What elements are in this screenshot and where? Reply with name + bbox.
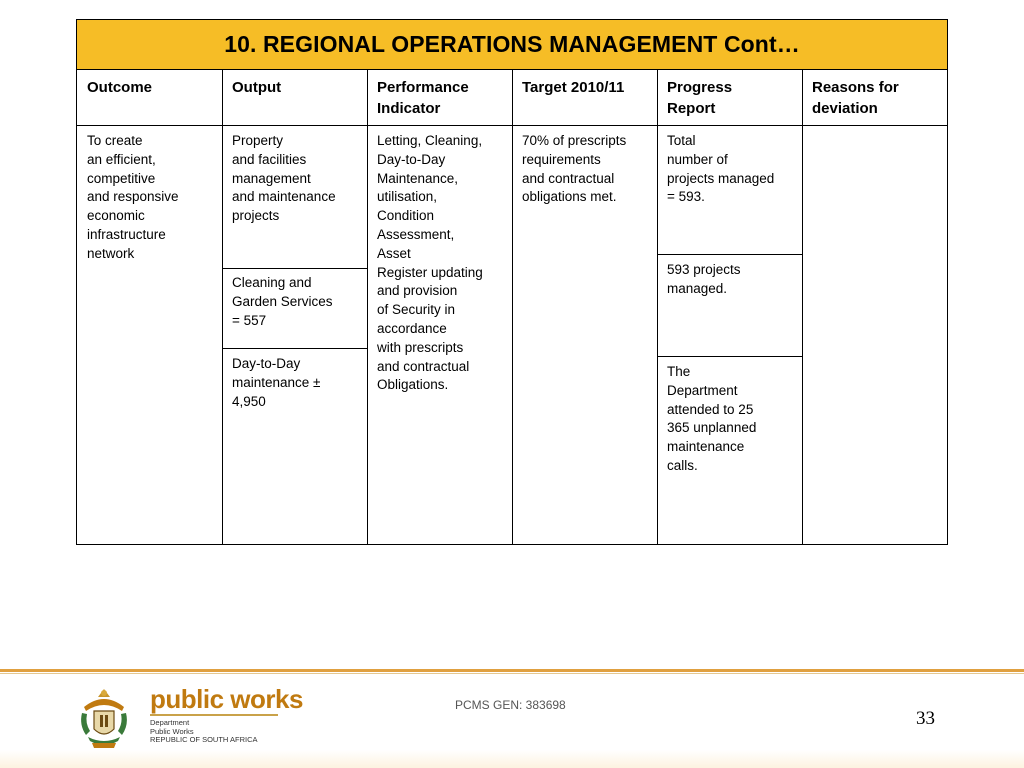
header-performance-indicator: Performance Indicator — [377, 79, 469, 117]
cell-progress-total: Total number of projects managed = 593. — [667, 133, 775, 205]
column-divider — [657, 70, 658, 544]
table-title: 10. REGIONAL OPERATIONS MANAGEMENT Cont… — [77, 20, 947, 70]
cell-target: 70% of prescripts requirements and contractual obligations met. — [522, 133, 627, 205]
document-reference: PCMS GEN: 383698 — [455, 698, 566, 712]
footer-rule-thin — [0, 673, 1024, 674]
page-number: 33 — [916, 708, 935, 729]
cell-output-cleaning: Cleaning and Garden Services = 557 — [232, 275, 333, 328]
column-divider — [222, 70, 223, 544]
row-divider — [657, 356, 802, 357]
cell-progress-unplanned: The Department attended to 25 365 unplanned maintenance calls. — [667, 364, 757, 473]
header-output: Output — [232, 79, 282, 96]
header-reasons-for-deviation: Reasons for deviation — [812, 79, 899, 117]
row-divider — [222, 268, 367, 269]
brand-subtitle: Department Public Works REPUBLIC OF SOUTH AFRICA — [150, 718, 258, 744]
column-divider — [367, 70, 368, 544]
row-divider — [657, 254, 802, 255]
header-target: Target 2010/11 — [522, 79, 625, 96]
brand-rule — [150, 714, 278, 716]
cell-progress-managed: 593 projects managed. — [667, 262, 741, 296]
cell-output-property: Property and facilities management and maintenance projects — [232, 133, 336, 224]
cell-outcome: To create an efficient, competitive and responsive economic infrastructure network — [87, 133, 179, 261]
header-progress-report: Progress Report — [667, 79, 733, 117]
cell-output-maintenance: Day-to-Day maintenance ± 4,950 — [232, 356, 321, 409]
footer-band — [0, 750, 1024, 768]
footer-rule — [0, 669, 1024, 672]
column-divider — [802, 70, 803, 544]
column-divider — [512, 70, 513, 544]
header-outcome: Outcome — [87, 79, 153, 96]
row-divider — [222, 348, 367, 349]
brand-name: public works — [150, 684, 303, 714]
operations-table — [76, 19, 948, 545]
cell-performance-indicator: Letting, Cleaning, Day-to-Day Maintenance, utilisation, Condition Assessment, Asset Register updating and provision of Security in accordance with prescripts and contractual Obligations. — [377, 133, 483, 393]
header-divider — [77, 125, 947, 126]
coat-of-arms-icon — [76, 685, 132, 753]
